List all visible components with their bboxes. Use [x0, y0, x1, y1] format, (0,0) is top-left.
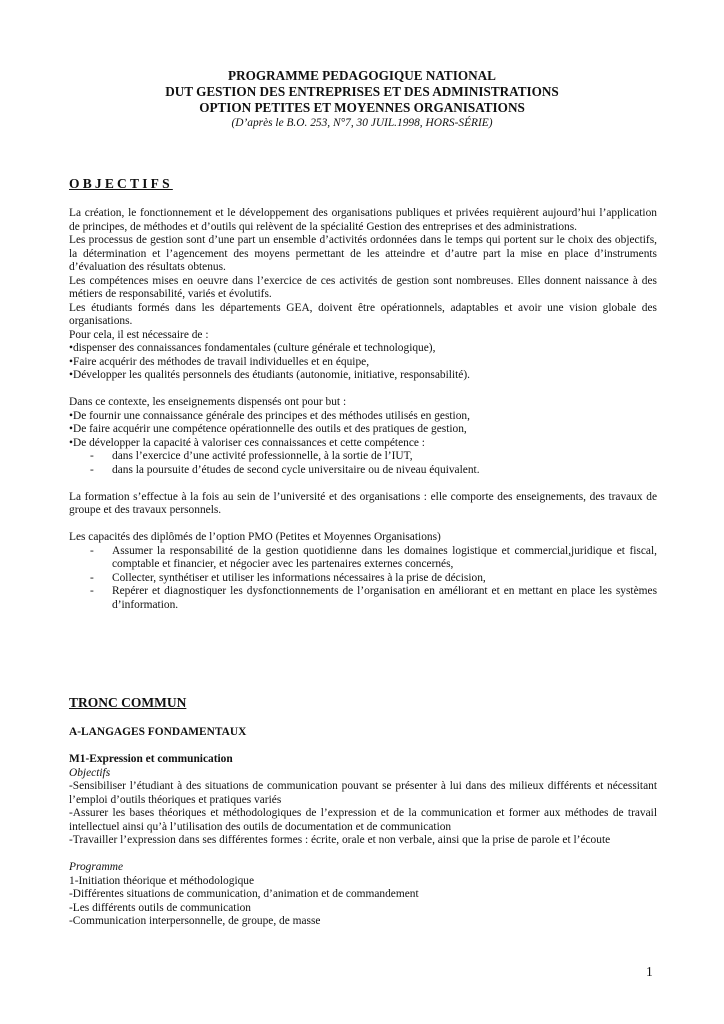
- paragraph: La création, le fonctionnement et le développement des organisations publiques et privées requièrent aujourd’hui l’application de principes, de méthodes et d’outils qui relèvent de la spécialité Gestion des entreprises et des administrations.: [69, 207, 657, 233]
- bullet-item: •dispenser des connaissances fondamentales (culture générale et technologique),: [69, 342, 436, 354]
- document-header: [0, 68, 724, 130]
- tronc-commun-section: [69, 696, 657, 929]
- list-item: -Communication interpersonnelle, de groupe, de masse: [69, 915, 321, 927]
- header-title-line-2: DUT GESTION DES ENTREPRISES ET DES ADMINISTRATIONS: [165, 84, 559, 99]
- paragraph: Pour cela, il est nécessaire de :: [69, 328, 209, 341]
- dash-item: - Repérer et diagnostiquer les dysfonctionnements de l’organisation en améliorant et en mettant en place les systèmes d’information.: [90, 585, 657, 611]
- section-heading: A-LANGAGES FONDAMENTAUX: [69, 725, 247, 738]
- paragraph: Les processus de gestion sont d’une part un ensemble d’activités ordonnées dans le temps qui portent sur le choix des objectifs, la détermination et l’agencement des moyens permettant de les atteindre et d’autre part la mise en place d’instruments d’évaluation des résultats obtenus.: [69, 234, 657, 273]
- header-source: (D’après le B.O. 253, N°7, 30 JUIL.1998, HORS-SÉRIE): [231, 117, 493, 129]
- paragraph: Les étudiants formés dans les départements GEA, doivent être opérationnels, adaptables et avoir une vision globale des organisations.: [69, 301, 657, 327]
- list-item: -Assurer les bases théoriques et méthodologiques de l’expression et de la communication et former aux méthodes de travail intellectuel ainsi qu’à l’utilisation des outils de documentation et de communication: [69, 807, 657, 833]
- bullet-item: •Développer les qualités personnels des étudiants (autonomie, initiative, responsabilité).: [69, 369, 470, 381]
- paragraph: Les capacités des diplômés de l’option PMO (Petites et Moyennes Organisations): [69, 531, 441, 543]
- dash-item: - Assumer la responsabilité de la gestion quotidienne dans les domaines logistique et commercial,juridique et fiscal, comptable et financier, et négocier avec les partenaires externes concernés,: [90, 544, 657, 570]
- objectifs-heading: OBJECTIFS: [69, 176, 173, 191]
- list-item: -Sensibiliser l’étudiant à des situations de communication pouvant se présenter à lui dans des milieux différents et nécessitant l’emploi d’outils théoriques et pratiques variés: [69, 780, 657, 806]
- dash-item: - Collecter, synthétiser et utiliser les informations nécessaires à la prise de décision,: [90, 571, 486, 584]
- list-item: 1-Initiation théorique et méthodologique: [69, 874, 255, 887]
- bullet-item: •De fournir une connaissance générale des principes et des méthodes utilisés en gestion,: [69, 409, 470, 422]
- bullet-item: •De faire acquérir une compétence opérationnelle des outils et des pratiques de gestion,: [69, 423, 467, 435]
- tronc-commun-heading: TRONC COMMUN: [69, 695, 187, 710]
- paragraph: Les compétences mises en oeuvre dans l’exercice de ces activités de gestion sont nombreuses. Elles donnent naissance à des métiers de responsabilité, variés et évolutifs.: [69, 274, 657, 300]
- paragraph: La formation s’effectue à la fois au sein de l’université et des organisations : elle comporte des enseignements, des travaux de groupe et des travaux personnels.: [69, 490, 657, 516]
- list-item: -Travailler l’expression dans ses différentes formes : écrite, orale et non verbale, ainsi que la prise de parole et l’écoute: [69, 834, 611, 846]
- dash-item: - dans la poursuite d’études de second cycle universitaire ou de niveau équivalent.: [90, 463, 480, 476]
- bullet-item: •De développer la capacité à valoriser ces connaissances et cette compétence :: [69, 436, 425, 449]
- bullet-item: •Faire acquérir des méthodes de travail individuelles et en équipe,: [69, 355, 370, 368]
- dash-item: - dans l’exercice d’une activité professionnelle, à la sortie de l’IUT,: [90, 450, 413, 462]
- header-title-line-3: OPTION PETITES ET MOYENNES ORGANISATIONS: [199, 100, 525, 115]
- objectifs-label: Objectifs: [69, 766, 111, 779]
- page-number: 1: [646, 964, 653, 979]
- list-item: -Les différents outils de communication: [69, 901, 251, 914]
- paragraph: Dans ce contexte, les enseignements dispensés ont pour but :: [69, 396, 347, 408]
- header-title-line-1: PROGRAMME PEDAGOGIQUE NATIONAL: [228, 68, 496, 83]
- list-item: -Différentes situations de communication, d’animation et de commandement: [69, 888, 419, 900]
- module-heading: M1-Expression et communication: [69, 753, 233, 765]
- objectifs-body: [69, 207, 657, 612]
- programme-label: Programme: [69, 861, 123, 873]
